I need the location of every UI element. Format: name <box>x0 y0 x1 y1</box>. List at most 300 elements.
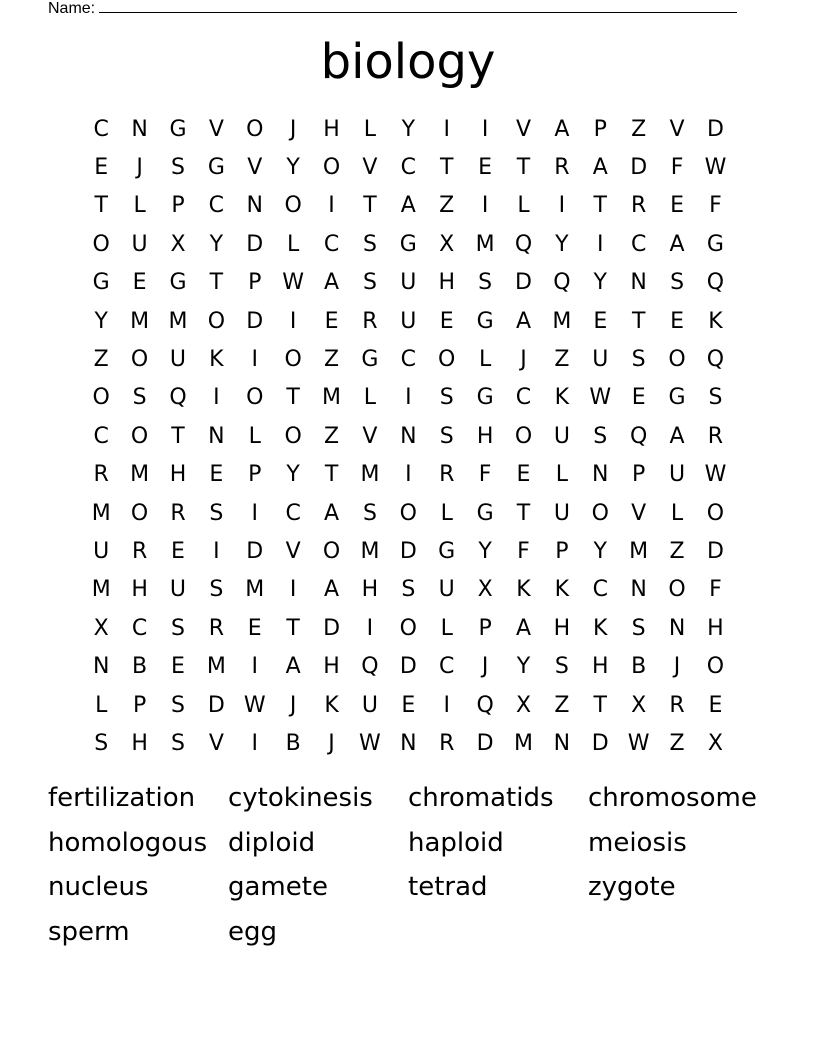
grid-cell: C <box>515 385 532 411</box>
grid-cell: Z <box>93 347 109 373</box>
grid-cell: U <box>669 462 686 488</box>
grid-cell: G <box>207 155 225 181</box>
grid-cell: C <box>208 193 225 219</box>
grid-cell: S <box>362 231 377 257</box>
grid-cell: L <box>440 615 453 641</box>
grid-cell: O <box>706 500 725 526</box>
word-list-item: nucleus <box>48 872 149 902</box>
grid-cell: P <box>132 692 147 718</box>
grid-cell: S <box>708 385 723 411</box>
grid-cell: O <box>130 347 149 373</box>
grid-cell: L <box>517 193 530 219</box>
grid-cell: J <box>328 730 335 756</box>
grid-cell: H <box>131 577 148 603</box>
grid-cell: U <box>553 423 570 449</box>
grid-cell: X <box>477 577 493 603</box>
grid-cell: U <box>400 308 417 334</box>
grid-cell: O <box>668 347 686 373</box>
grid-cell: Y <box>94 308 108 334</box>
grid-cell: V <box>247 155 263 181</box>
grid-cell: S <box>631 347 646 373</box>
letter-grid <box>82 110 735 763</box>
grid-cell: G <box>668 385 686 411</box>
grid-cell: R <box>362 308 378 334</box>
grid-cell: G <box>92 270 110 296</box>
grid-cell: D <box>246 308 264 334</box>
grid-cell: S <box>362 500 377 526</box>
page-title: biology <box>320 34 496 90</box>
grid-cell: S <box>209 577 224 603</box>
grid-cell: Q <box>630 423 648 449</box>
grid-cell: V <box>631 500 647 526</box>
grid-cell: G <box>169 270 187 296</box>
grid-cell: U <box>438 577 455 603</box>
grid-cell: I <box>405 462 412 488</box>
grid-cell: U <box>361 692 378 718</box>
grid-cell: L <box>440 500 453 526</box>
grid-cell: H <box>323 654 340 680</box>
grid-cell: M <box>130 462 150 488</box>
grid-cell: L <box>670 500 684 526</box>
grid-cell: E <box>324 308 339 334</box>
grid-cell: W <box>589 385 612 411</box>
grid-cell: O <box>92 231 110 257</box>
grid-cell: L <box>287 231 300 257</box>
grid-cell: S <box>401 577 416 603</box>
grid-cell: N <box>131 116 148 142</box>
grid-cell: I <box>558 193 566 219</box>
grid-cell: H <box>361 577 379 603</box>
grid-cell: R <box>170 500 186 526</box>
grid-cell: M <box>514 730 533 756</box>
grid-cell: M <box>322 385 342 411</box>
grid-cell: K <box>554 385 570 411</box>
grid-cell: T <box>209 270 224 296</box>
grid-cell: X <box>707 730 723 756</box>
grid-cell: D <box>706 116 724 142</box>
grid-cell: Y <box>286 462 300 488</box>
grid-cell: E <box>401 692 416 718</box>
grid-cell: M <box>360 538 380 564</box>
grid-cell: J <box>289 116 297 142</box>
grid-cell: V <box>515 116 532 142</box>
grid-cell: C <box>439 654 455 680</box>
grid-cell: Y <box>516 654 531 680</box>
grid-cell: Q <box>514 231 533 257</box>
grid-cell: O <box>130 423 149 449</box>
grid-cell: C <box>400 347 416 373</box>
grid-cell: U <box>169 347 187 373</box>
grid-cell: R <box>439 462 455 488</box>
grid-cell: Q <box>553 270 571 296</box>
grid-cell: S <box>631 615 646 641</box>
grid-cell: I <box>405 385 412 411</box>
grid-cell: L <box>363 116 377 142</box>
grid-cell: J <box>520 347 527 373</box>
name-label: Name: <box>48 0 96 17</box>
word-list-item: gamete <box>228 872 328 902</box>
grid-cell: R <box>208 615 225 641</box>
grid-cell: G <box>476 385 494 411</box>
grid-cell: Z <box>324 423 340 449</box>
grid-cell: U <box>553 500 570 526</box>
word-list-item: haploid <box>408 827 504 858</box>
word-list-item: chromatids <box>408 783 554 813</box>
grid-cell: T <box>439 155 454 181</box>
grid-cell: G <box>399 231 417 257</box>
grid-cell: M <box>360 462 380 488</box>
grid-cell: K <box>554 577 570 603</box>
grid-cell: P <box>593 116 607 142</box>
grid-cell: N <box>630 270 647 296</box>
grid-cell: Z <box>554 347 570 373</box>
grid-cell: V <box>362 155 378 181</box>
grid-cell: Z <box>669 538 685 564</box>
word-list-item: homologous <box>48 827 208 858</box>
grid-cell: A <box>285 654 301 680</box>
grid-cell: G <box>438 538 456 564</box>
grid-cell: M <box>475 231 495 257</box>
grid-cell: H <box>476 423 494 449</box>
grid-cell: J <box>136 155 143 181</box>
grid-cell: B <box>285 730 301 756</box>
grid-cell: Y <box>555 231 569 257</box>
grid-cell: K <box>708 308 723 334</box>
grid-cell: V <box>362 423 378 449</box>
grid-cell: W <box>282 270 305 296</box>
grid-cell: O <box>92 385 110 411</box>
grid-cell: U <box>169 577 187 603</box>
grid-cell: V <box>208 730 224 756</box>
grid-cell: I <box>251 730 258 756</box>
grid-cell: O <box>399 500 417 526</box>
grid-cell: T <box>593 193 607 219</box>
grid-cell: T <box>593 692 607 718</box>
grid-cell: M <box>629 538 649 564</box>
grid-cell: H <box>438 270 455 296</box>
grid-cell: H <box>707 615 724 641</box>
grid-cell: A <box>324 270 340 296</box>
grid-cell: A <box>324 500 340 526</box>
grid-cell: N <box>92 654 110 680</box>
grid-cell: H <box>592 654 609 680</box>
grid-cell: G <box>706 231 724 257</box>
grid-cell: H <box>131 730 148 756</box>
grid-cell: J <box>289 692 297 718</box>
grid-cell: A <box>669 423 685 449</box>
grid-cell: S <box>170 155 185 181</box>
grid-cell: R <box>439 730 455 756</box>
grid-cell: S <box>94 730 109 756</box>
grid-cell: N <box>400 423 417 449</box>
grid-cell: T <box>94 193 108 219</box>
grid-cell: C <box>285 500 301 526</box>
grid-cell: D <box>246 231 264 257</box>
grid-cell: N <box>630 577 647 603</box>
grid-cell: T <box>171 423 185 449</box>
grid-cell: I <box>213 385 220 411</box>
grid-cell: P <box>478 615 492 641</box>
grid-cell: A <box>592 155 608 181</box>
grid-cell: I <box>443 692 450 718</box>
grid-cell: I <box>481 193 489 219</box>
grid-cell: I <box>251 654 258 680</box>
grid-cell: O <box>322 538 341 564</box>
grid-cell: N <box>553 730 571 756</box>
grid-cell: S <box>670 270 685 296</box>
grid-cell: M <box>206 654 226 680</box>
grid-cell: D <box>399 654 417 680</box>
grid-cell: A <box>554 116 570 142</box>
grid-cell: N <box>246 193 263 219</box>
grid-cell: P <box>555 538 569 564</box>
grid-cell: Q <box>169 385 187 411</box>
grid-cell: A <box>515 308 532 334</box>
grid-cell: I <box>597 231 604 257</box>
grid-cell: D <box>399 538 417 564</box>
grid-cell: P <box>632 462 646 488</box>
grid-cell: D <box>591 730 609 756</box>
grid-cell: U <box>131 231 148 257</box>
grid-cell: F <box>478 462 492 488</box>
grid-cell: Y <box>593 270 607 296</box>
grid-cell: K <box>593 615 608 641</box>
grid-cell: M <box>245 577 265 603</box>
grid-cell: E <box>94 155 109 181</box>
grid-cell: K <box>324 692 339 718</box>
grid-cell: T <box>631 308 646 334</box>
grid-cell: X <box>515 692 532 718</box>
grid-cell: C <box>630 231 647 257</box>
grid-cell: M <box>130 308 150 334</box>
grid-cell: H <box>553 615 571 641</box>
grid-cell: D <box>515 270 532 296</box>
grid-cell: O <box>514 423 533 449</box>
grid-cell: G <box>361 347 379 373</box>
word-list-item: egg <box>228 916 278 947</box>
grid-cell: T <box>516 155 531 181</box>
grid-cell: S <box>439 385 454 411</box>
grid-cell: B <box>631 654 647 680</box>
grid-cell: G <box>476 308 494 334</box>
grid-cell: Y <box>478 538 492 564</box>
grid-cell: Z <box>439 193 455 219</box>
grid-cell: O <box>284 423 302 449</box>
grid-cell: C <box>131 615 148 641</box>
grid-cell: O <box>399 615 417 641</box>
grid-cell: U <box>93 538 110 564</box>
grid-cell: F <box>517 538 530 564</box>
grid-cell: L <box>248 423 261 449</box>
grid-cell: I <box>289 308 297 334</box>
grid-cell: A <box>669 231 685 257</box>
word-list-item: diploid <box>228 827 316 858</box>
grid-cell: N <box>668 615 686 641</box>
grid-cell: X <box>439 231 455 257</box>
grid-cell: X <box>631 692 647 718</box>
grid-cell: S <box>170 730 185 756</box>
grid-cell: E <box>439 308 454 334</box>
grid-cell: R <box>631 193 647 219</box>
grid-cell: W <box>704 155 727 181</box>
word-list-item: sperm <box>48 916 130 947</box>
grid-cell: O <box>246 116 264 142</box>
grid-cell: Y <box>209 231 224 257</box>
grid-cell: U <box>400 270 417 296</box>
grid-cell: R <box>554 155 570 181</box>
grid-cell: O <box>591 500 609 526</box>
grid-cell: D <box>630 155 648 181</box>
grid-cell: P <box>248 462 262 488</box>
grid-cell: Z <box>669 730 685 756</box>
grid-cell: A <box>400 193 416 219</box>
grid-cell: F <box>709 193 722 219</box>
grid-cell: E <box>631 385 646 411</box>
grid-cell: Z <box>324 347 340 373</box>
grid-cell: U <box>592 347 609 373</box>
grid-cell: D <box>476 730 494 756</box>
grid-cell: E <box>478 155 493 181</box>
grid-cell: O <box>130 500 149 526</box>
grid-cell: D <box>706 538 724 564</box>
grid-cell: T <box>324 462 339 488</box>
grid-cell: S <box>170 615 185 641</box>
grid-cell: Q <box>706 270 725 296</box>
grid-cell: N <box>400 730 417 756</box>
grid-cell: D <box>246 538 264 564</box>
grid-cell: O <box>284 193 302 219</box>
grid-cell: S <box>478 270 493 296</box>
grid-cell: C <box>93 423 109 449</box>
grid-cell: Q <box>706 347 725 373</box>
grid-cell: L <box>363 385 377 411</box>
grid-cell: O <box>207 308 226 334</box>
grid-cell: O <box>438 347 456 373</box>
grid-cell: E <box>670 308 684 334</box>
grid-cell: S <box>132 385 147 411</box>
grid-cell: H <box>323 116 340 142</box>
grid-cell: H <box>169 462 187 488</box>
grid-cell: I <box>213 538 220 564</box>
grid-cell: E <box>708 692 723 718</box>
grid-cell: C <box>323 231 340 257</box>
grid-cell: S <box>554 654 569 680</box>
grid-cell: K <box>516 577 531 603</box>
grid-cell: T <box>286 385 300 411</box>
grid-cell: Q <box>476 692 494 718</box>
grid-cell: Y <box>401 116 416 142</box>
grid-cell: O <box>706 654 725 680</box>
grid-cell: S <box>593 423 608 449</box>
grid-cell: M <box>168 308 188 334</box>
word-list-item: zygote <box>588 872 676 902</box>
grid-cell: I <box>481 116 489 142</box>
grid-cell: T <box>516 500 531 526</box>
grid-cell: A <box>324 577 340 603</box>
grid-cell: R <box>131 538 148 564</box>
grid-cell: L <box>133 193 146 219</box>
grid-cell: T <box>286 615 300 641</box>
word-list-item: meiosis <box>588 827 687 858</box>
grid-cell: L <box>478 347 492 373</box>
grid-cell: W <box>243 692 266 718</box>
word-list-item: fertilization <box>48 783 196 813</box>
grid-cell: M <box>552 308 572 334</box>
grid-cell: I <box>251 500 258 526</box>
grid-cell: P <box>248 270 262 296</box>
grid-cell: B <box>132 654 148 680</box>
name-field <box>48 0 737 18</box>
grid-cell: E <box>171 538 185 564</box>
grid-cell: Y <box>593 538 607 564</box>
grid-cell: K <box>209 347 224 373</box>
grid-cell: I <box>289 577 297 603</box>
grid-cell: V <box>669 116 685 142</box>
grid-cell: I <box>251 347 258 373</box>
grid-cell: R <box>669 692 685 718</box>
grid-cell: N <box>592 462 609 488</box>
grid-cell: E <box>516 462 531 488</box>
grid-cell: F <box>709 577 722 603</box>
grid-cell: J <box>481 654 489 680</box>
grid-cell: X <box>170 231 186 257</box>
grid-cell: Y <box>286 155 300 181</box>
grid-cell: T <box>363 193 377 219</box>
grid-cell: S <box>439 423 454 449</box>
grid-cell: O <box>322 155 341 181</box>
grid-cell: X <box>93 615 109 641</box>
grid-cell: D <box>207 692 225 718</box>
word-list-item: tetrad <box>408 872 488 902</box>
word-list-item: chromosome <box>588 783 757 813</box>
word-list-item: cytokinesis <box>228 783 373 813</box>
grid-cell: E <box>209 462 224 488</box>
grid-cell: W <box>627 730 650 756</box>
grid-cell: C <box>93 116 109 142</box>
grid-cell: N <box>208 423 225 449</box>
grid-cell: O <box>668 577 686 603</box>
grid-cell: E <box>171 654 185 680</box>
grid-cell: M <box>91 500 111 526</box>
grid-cell: F <box>670 155 684 181</box>
grid-cell: J <box>673 654 681 680</box>
grid-cell: W <box>359 730 381 756</box>
grid-cell: I <box>328 193 335 219</box>
grid-cell: E <box>247 615 262 641</box>
grid-cell: D <box>323 615 341 641</box>
grid-cell: O <box>246 385 264 411</box>
grid-cell: V <box>208 116 224 142</box>
grid-cell: L <box>95 692 108 718</box>
grid-cell: E <box>593 308 608 334</box>
grid-cell: C <box>400 155 416 181</box>
grid-cell: W <box>704 462 727 488</box>
grid-cell: S <box>209 500 224 526</box>
name-underline <box>99 0 737 13</box>
grid-cell: S <box>170 692 185 718</box>
grid-cell: Q <box>361 654 379 680</box>
grid-cell: L <box>555 462 569 488</box>
grid-cell: R <box>93 462 109 488</box>
grid-cell: Z <box>554 692 570 718</box>
grid-cell: Z <box>631 116 647 142</box>
word-list <box>48 776 768 954</box>
grid-cell: O <box>284 347 302 373</box>
grid-cell: E <box>670 193 684 219</box>
grid-cell: I <box>443 116 450 142</box>
grid-cell: G <box>476 500 494 526</box>
grid-cell: P <box>171 193 185 219</box>
